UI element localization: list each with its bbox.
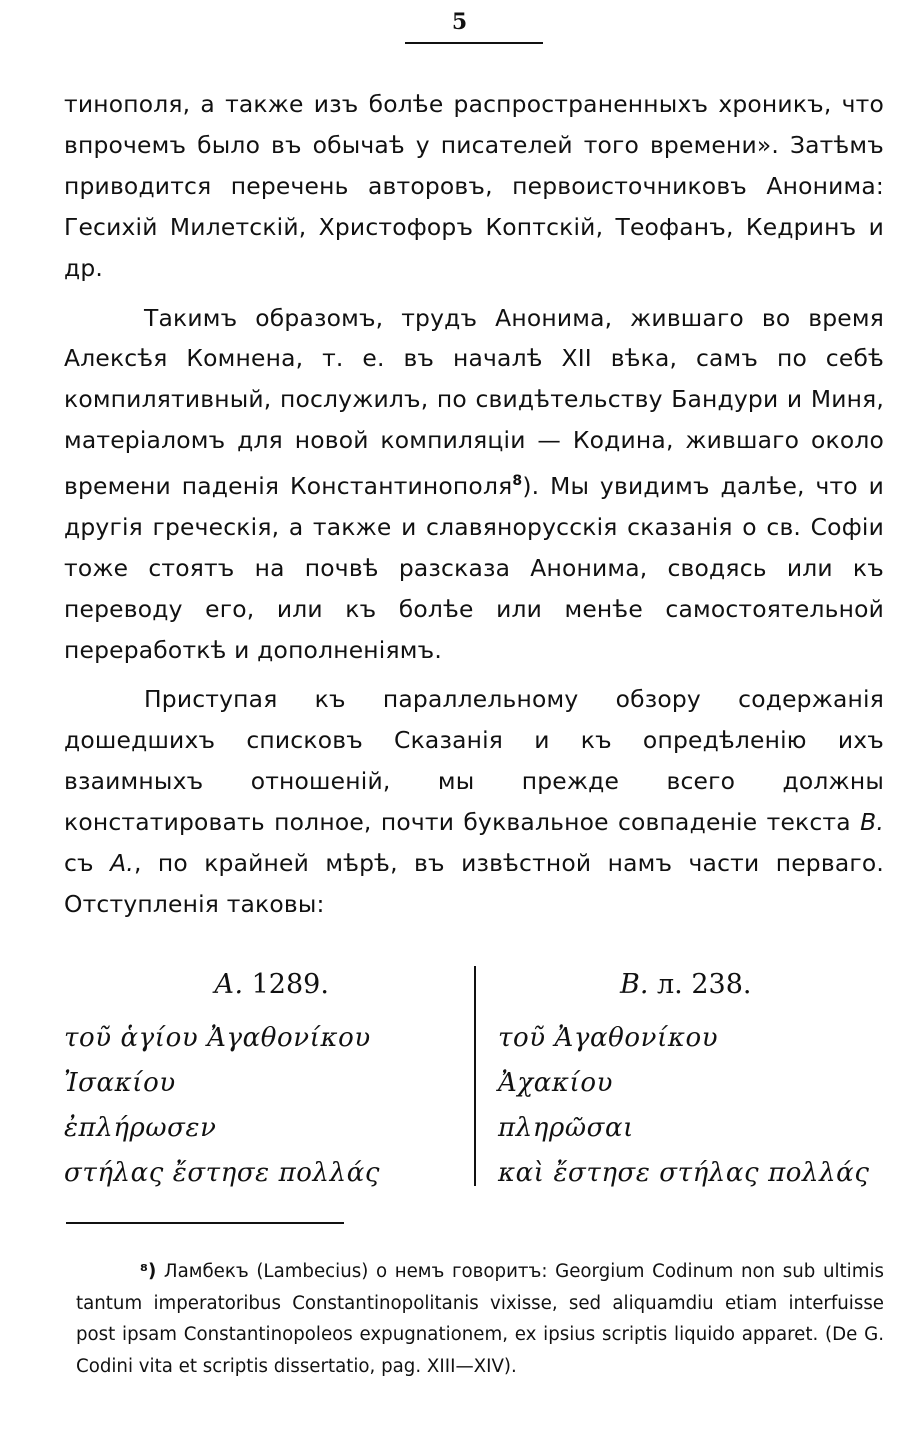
paragraph-2-text-after: ). Мы увидимъ далѣе, что и другія греческія, а также и славянорусскія сказанія о св. Софіи тоже стоятъ на почвѣ разсказа Анонима, сводясь или къ переводу его, или къ болѣе или менѣе самостоятельной переработкѣ и дополненіямъ. [64, 471, 885, 664]
paragraph-3-text-b: съ [64, 849, 111, 878]
column-label-left: А. [214, 969, 244, 1000]
greek-line-left-4: στήλας ἔστησε πολλάς [64, 1158, 381, 1188]
paragraph-3-text-a: Приступая къ параллельному обзору содержанія дошедшихъ списковъ Сказанія и къ опредѣленію ихъ взаимныхъ отношеній, мы прежде всего должны констатировать полное, почти буквальное совпаденіе текста [64, 685, 884, 837]
footnote-text: Ламбекъ (Lambecius) о немъ говоритъ: Georgium Codinum non sub ultimis tantum imperatoribus Constantinopolitanis vixisse, sed aliquamdiu etiam interfuisse post ipsam Constantinopoleos expugnationem, ex ipsius scriptis liquido apparet. (De G. Codini vita et scriptis dissertatio, pag. XIII—XIV). [76, 1261, 884, 1377]
paragraph-2 [64, 298, 884, 671]
greek-line-right-1: τοῦ Ἀγαθονίκου [498, 1023, 719, 1053]
paragraph-3 [64, 679, 884, 924]
greek-line-right-2: Ἀχακίου [498, 1068, 613, 1098]
header-rule [405, 42, 543, 44]
column-heading-left [64, 962, 464, 1008]
column-ref-right: л. 238. [657, 969, 752, 1000]
comparison-column-right [498, 962, 898, 1196]
column-label-right: В. [620, 969, 649, 1000]
page-number: 5 [451, 9, 468, 35]
greek-line-right-4: καὶ ἔστησε στήλας πολλάς [498, 1158, 870, 1188]
footnote-reference: 8 [512, 473, 523, 490]
manuscript-ref-b: В. [860, 808, 884, 837]
footnote [76, 1256, 884, 1382]
column-divider [474, 966, 476, 1186]
paragraph-3-text-c: , по крайней мѣрѣ, въ извѣстной намъ части перваго. Отступленія таковы: [64, 849, 884, 919]
greek-line-left-1: τοῦ ἁγίου Ἀγαθονίκου [64, 1023, 371, 1053]
footnote-mark: ⁸) [140, 1261, 157, 1282]
manuscript-ref-a: А. [110, 849, 134, 878]
greek-line-left-2: Ἰσακίου [64, 1068, 176, 1098]
footnote-rule [66, 1222, 344, 1224]
paragraph-2-text-before: Такимъ образомъ, трудъ Анонима, жившаго во время Алексѣя Комнена, т. е. въ началѣ XII вѣка, самъ по себѣ компилятивный, послужилъ, по свидѣтельству Бандури и Миня, матеріаломъ для новой компиляціи — Кодина, жившаго около времени паденія Константинополя [64, 303, 884, 500]
greek-line-left-3: ἐπλήρωσεν [64, 1113, 217, 1143]
column-ref-left: 1289. [251, 969, 329, 1000]
paragraph-1: тинополя, а также изъ болѣе распространенныхъ хроникъ, что впрочемъ было въ обычаѣ у писателей того времени». Затѣмъ приводится перечень авторовъ, первоисточниковъ Анонима: Гесихій Милетскій, Христофоръ Коптскій, Теофанъ, Кедринъ и др. [64, 90, 884, 282]
greek-line-right-3: πληρῶσαι [498, 1113, 634, 1143]
main-text [64, 84, 884, 925]
comparison-column-left [64, 962, 464, 1196]
column-heading-right [498, 962, 898, 1008]
